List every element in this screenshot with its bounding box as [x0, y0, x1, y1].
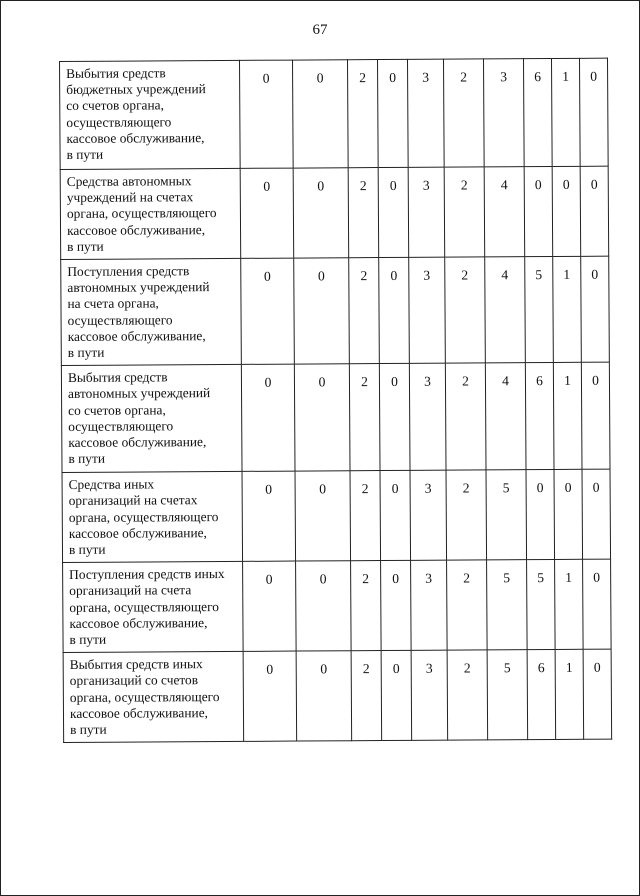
table-row [61, 256, 610, 366]
code-digit-cell: 2 [349, 258, 380, 364]
code-digit-cell: 0 [526, 470, 555, 560]
table-row [63, 559, 612, 652]
code-digit-cell: 0 [296, 651, 352, 741]
table-row [63, 649, 612, 742]
code-digit-cell: 5 [527, 560, 556, 650]
code-digit-cell: 3 [411, 650, 448, 740]
code-digit-cell: 6 [525, 363, 554, 470]
row-label: Выбытия средств автономных учреждений со счетов органа, осуществляющего кассовое обслуживание, в пути [61, 365, 242, 473]
row-label: Поступления средств иных организаций на счета органа, осуществляющего кассовое обслуживание, в пути [63, 562, 244, 653]
code-digit-cell: 0 [583, 559, 612, 649]
code-digit-cell: 0 [292, 60, 348, 168]
code-digit-cell: 2 [445, 363, 486, 470]
code-digit-cell: 1 [553, 256, 582, 362]
code-digit-cell: 1 [555, 650, 584, 740]
code-digit-cell: 1 [553, 363, 582, 470]
page-number: 67 [312, 22, 328, 38]
code-digit-cell: 0 [379, 257, 410, 363]
code-digit-cell: 2 [446, 470, 487, 560]
code-digit-cell: 3 [408, 167, 445, 257]
code-digit-cell: 2 [445, 257, 486, 363]
code-digit-cell: 5 [487, 560, 528, 650]
code-digit-cell: 6 [523, 58, 552, 166]
code-digit-cell: 3 [410, 470, 447, 560]
code-digit-cell: 0 [296, 561, 352, 651]
code-digit-cell: 1 [555, 560, 584, 650]
code-digit-cell: 0 [583, 649, 612, 739]
code-digit-cell: 4 [485, 363, 526, 470]
table-row [60, 58, 609, 169]
code-digit-cell: 0 [378, 167, 409, 257]
code-digit-cell: 2 [350, 471, 381, 561]
code-digit-cell: 1 [551, 58, 580, 166]
code-digit-cell: 0 [579, 58, 608, 166]
code-digit-cell: 2 [444, 167, 485, 257]
table-row [60, 166, 609, 259]
code-digit-cell: 2 [447, 560, 488, 650]
code-digit-cell: 0 [552, 166, 581, 256]
code-digit-cell: 5 [487, 650, 528, 740]
code-digit-cell: 0 [293, 168, 349, 258]
code-digit-cell: 0 [243, 561, 297, 651]
code-digit-cell: 2 [348, 168, 379, 258]
code-digit-cell: 0 [295, 471, 351, 561]
code-digit-cell: 3 [407, 59, 444, 167]
code-digit-cell: 2 [443, 59, 484, 167]
code-digit-cell: 4 [485, 257, 526, 363]
code-digit-cell: 2 [349, 364, 380, 471]
code-digit-cell: 0 [377, 59, 408, 167]
code-digit-cell: 0 [581, 256, 610, 362]
code-digit-cell: 3 [411, 560, 448, 650]
code-digit-cell: 2 [351, 651, 382, 741]
code-digit-cell: 4 [484, 167, 525, 257]
code-digit-cell: 3 [483, 59, 524, 167]
row-label: Поступления средств автономных учреждений на счета органа, осуществляющего кассовое обслуживание, в пути [61, 258, 242, 365]
code-digit-cell: 5 [486, 470, 527, 560]
code-digit-cell: 2 [351, 561, 382, 651]
code-digit-cell: 0 [581, 362, 610, 469]
code-digit-cell: 2 [447, 650, 488, 740]
account-codes-table [59, 58, 612, 744]
code-digit-cell: 6 [527, 650, 556, 740]
code-digit-cell: 0 [240, 168, 294, 258]
row-label: Выбытия средств бюджетных учреждений со счетов органа, осуществляющего кассовое обслуживание, в пути [60, 60, 241, 169]
code-digit-cell: 0 [580, 166, 609, 256]
code-digit-cell: 0 [241, 364, 295, 471]
code-digit-cell: 0 [554, 470, 583, 560]
table-row [62, 469, 611, 562]
table-row [61, 362, 610, 472]
code-digit-cell: 0 [524, 166, 553, 256]
code-digit-cell: 0 [294, 364, 350, 471]
row-label: Выбытия средств иных организаций со счетов органа, осуществляющего кассовое обслуживание, в пути [63, 652, 244, 743]
code-digit-cell: 0 [380, 471, 411, 561]
code-digit-cell: 0 [243, 651, 297, 741]
code-digit-cell: 0 [381, 651, 412, 741]
code-digit-cell: 0 [242, 471, 296, 561]
code-digit-cell: 0 [241, 258, 295, 365]
code-digit-cell: 5 [525, 257, 554, 363]
code-digit-cell: 3 [409, 363, 446, 470]
code-digit-cell: 0 [582, 469, 611, 559]
code-digit-cell: 2 [347, 60, 378, 168]
code-digit-cell: 0 [379, 364, 410, 471]
code-digit-cell: 0 [239, 60, 293, 168]
row-label: Средства иных организаций на счетах органа, осуществляющего кассовое обслуживание, в пути [62, 472, 243, 563]
code-digit-cell: 3 [409, 257, 446, 363]
code-digit-cell: 0 [294, 258, 350, 365]
code-digit-cell: 0 [381, 561, 412, 651]
row-label: Средства автономных учреждений на счетах органа, осуществляющего кассовое обслуживание, в пути [60, 168, 241, 259]
